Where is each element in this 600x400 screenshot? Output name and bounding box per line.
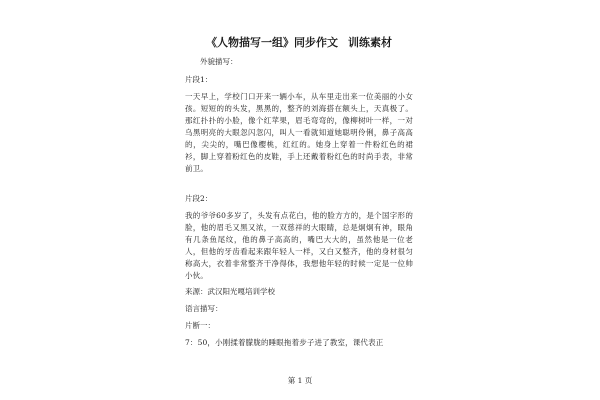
excerpt-2-text: 我的爷爷60多岁了，头发有点花白，他的脸方方的，是个国字形的脸，他的眉毛又黑又浓，一双慈祥的大眼睛，总是炯炯有神，眼角有几条鱼尾纹，他的鼻子高高的，嘴巴大大的，虽然他是一位老人，但他的牙齿看起来跟年轻人一样，又白又整齐，他的身材很匀称高大，衣着非常整齐干净得体，我想他年轻的时候一定是一位帅小伙。 <box>185 211 413 280</box>
title-sub: 训练素材 <box>348 36 392 49</box>
page-number: 第 1 页 <box>287 376 313 385</box>
language-heading: 语言描写： <box>185 304 223 313</box>
document-title <box>185 36 413 50</box>
excerpt-3-label: 片断一： <box>185 321 215 330</box>
source-line: 来源：武汉阳光嘎培训学校 <box>185 287 275 296</box>
excerpt-1-label: 片段1： <box>185 75 213 84</box>
title-main: 《人物描写一组》同步作文 <box>206 36 338 49</box>
document-body <box>185 36 413 349</box>
excerpt-1-text: 一天早上，学校门口开来一辆小车，从车里走出来一位美丽的小女孩。短短的的头发，黑黑的，整齐的刘海搭在额头上，天真极了。那红扑扑的小脸，像个红苹果，眉毛弯弯的，像柳树叶一样，一对乌黑明亮的大眼忽闪忽闪，叫人一看就知道她聪明伶俐，鼻子高高的，尖尖的，嘴巴像樱桃，红红的。她身上穿着一件粉红色的裙衫，脚上穿着粉红色的皮鞋，手上还戴着粉红色的时尚手表，非常前卫。 <box>185 92 413 173</box>
appearance-heading: 外貌描写： <box>200 57 238 66</box>
excerpt-2-label: 片段2： <box>185 194 213 203</box>
excerpt-3-text: 7：50，小刚揉着朦胧的睡眼拖着步子进了教室，课代表正 <box>185 338 384 347</box>
section-spacer <box>185 175 413 193</box>
